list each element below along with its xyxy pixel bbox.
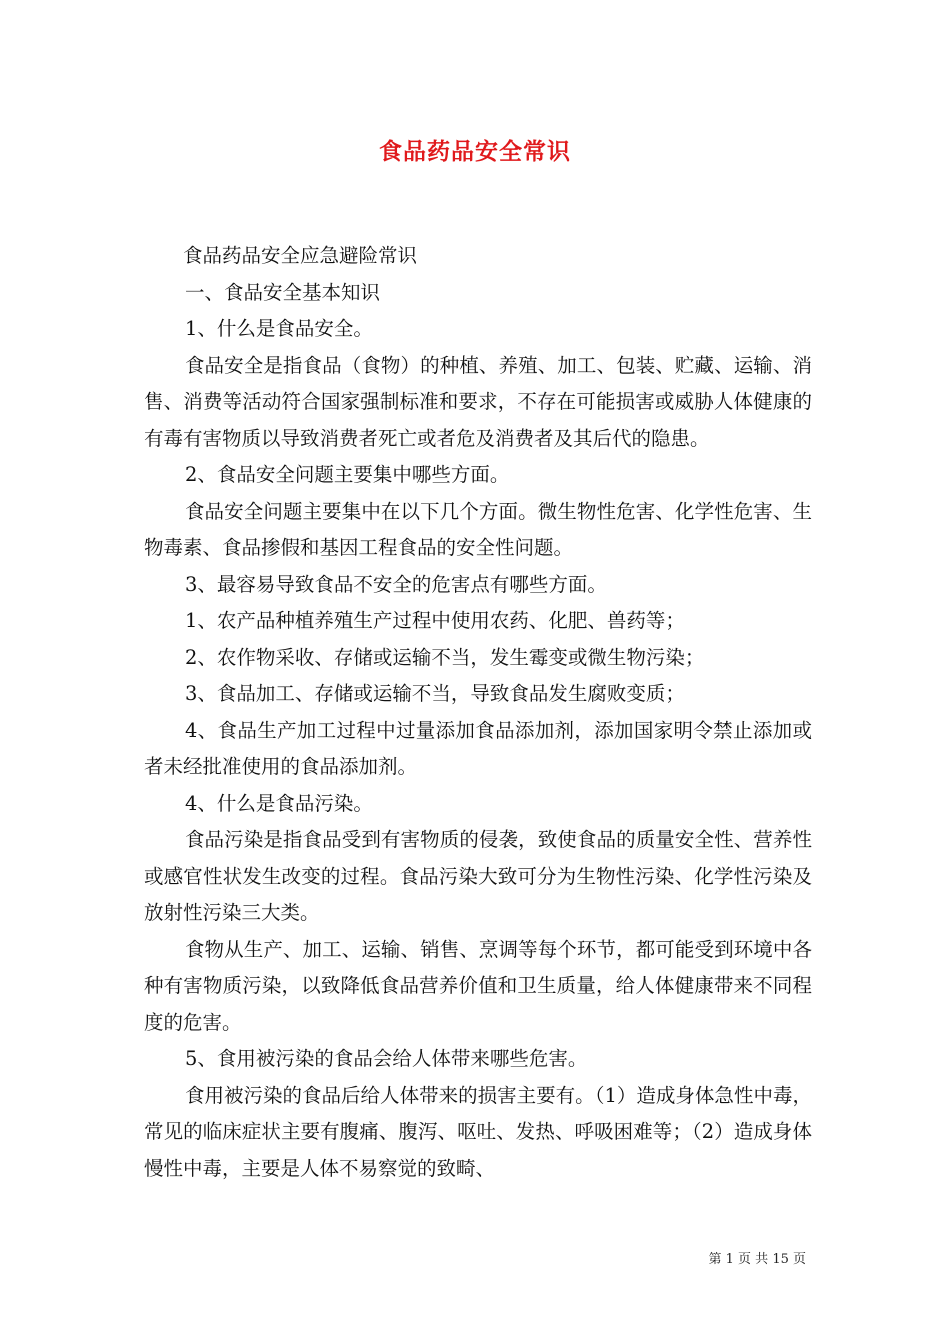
question-heading: 3、最容易导致食品不安全的危害点有哪些方面。 [184, 572, 607, 596]
paragraph: 食品安全问题主要集中在以下几个方面。微生物性危害、化学性危害、生物毒素、食品掺假和基因工程食品的安全性问题。 [144, 499, 812, 559]
question-heading: 1、什么是食品安全。 [184, 317, 373, 340]
list-item: 2、农作物采收、存储或运输不当，发生霉变或微生物污染； [184, 645, 705, 669]
section-heading: 一、食品安全基本知识 [184, 280, 380, 304]
list-item: 3、食品加工、存储或运输不当，导致食品发生腐败变质； [184, 682, 685, 705]
document-body [144, 238, 812, 1187]
paragraph-heading: 食品药品安全应急避险常识 [183, 244, 418, 267]
paragraph: 食品污染是指食品受到有害物质的侵袭，致使食品的质量安全性、营养性或感官性状发生改变的过程。食品污染大致可分为生物性污染、化学性污染及放射性污染三大类。 [144, 828, 812, 924]
page-number: 第 1 页 共 15 页 [708, 1252, 806, 1267]
question-heading: 2、食品安全问题主要集中哪些方面。 [184, 463, 510, 486]
question-heading: 4、什么是食品污染。 [184, 791, 373, 815]
list-item: 4、食品生产加工过程中过量添加食品添加剂，添加国家明令禁止添加或者未经批准使用的食品添加剂。 [144, 718, 812, 778]
paragraph: 食物从生产、加工、运输、销售、烹调等每个环节，都可能受到环境中各种有害物质污染，以致降低食品营养价值和卫生质量，给人体健康带来不同程度的危害。 [144, 937, 812, 1034]
paragraph: 食品安全是指食品（食物）的种植、养殖、加工、包装、贮藏、运输、消售、消费等活动符合国家强制标准和要求，不存在可能损害或威胁人体健康的有毒有害物质以导致消费者死亡或者危及消费者及其后代的隐患。 [144, 353, 812, 450]
paragraph: 食用被污染的食品后给人体带来的损害主要有。（1）造成身体急性中毒，常见的临床症状主要有腹痛、腹泻、呕吐、发热、呼吸困难等；（2）造成身体慢性中毒，主要是人体不易察觉的致畸、 [144, 1083, 812, 1180]
question-heading: 5、食用被污染的食品会给人体带来哪些危害。 [184, 1047, 588, 1070]
document-title: 食品药品安全常识 [379, 138, 571, 165]
list-item: 1、农产品种植养殖生产过程中使用农药、化肥、兽药等； [184, 609, 685, 632]
